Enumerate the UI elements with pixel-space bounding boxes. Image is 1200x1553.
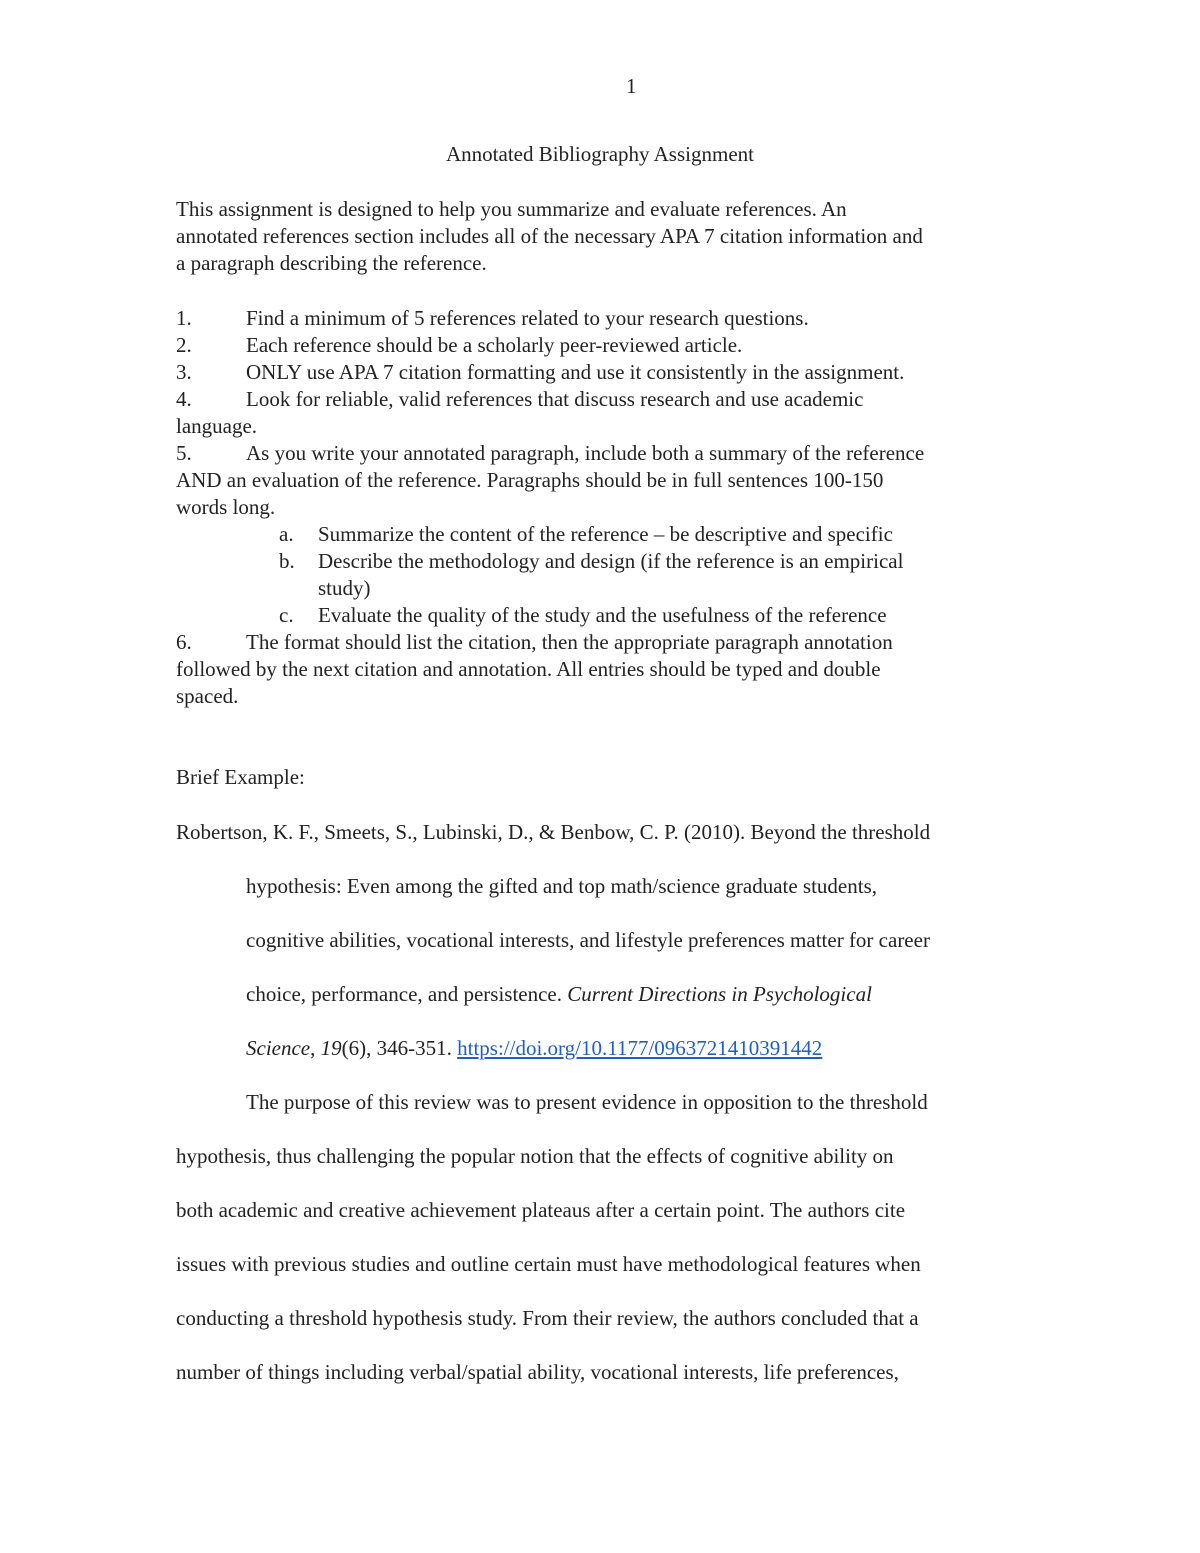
annotation-line: number of things including verbal/spatial ability, vocational interests, life preferences,: [176, 1360, 899, 1384]
sub-list-item: [176, 548, 1036, 575]
citation-line: [176, 1021, 1036, 1075]
list-text: The format should list the citation, then the appropriate paragraph annotation: [246, 630, 893, 654]
list-item-continuation: language.: [176, 414, 258, 438]
list-item: [176, 305, 1036, 332]
intro-line: This assignment is designed to help you summarize and evaluate references. An: [176, 197, 847, 221]
journal-title: Current Directions in Psychological: [567, 982, 872, 1006]
list-item: [176, 359, 1036, 386]
instruction-list: [176, 305, 1036, 710]
annotation-line: conducting a threshold hypothesis study. From their review, the authors concluded that a: [176, 1306, 919, 1330]
list-item-continuation: spaced.: [176, 684, 239, 708]
list-item-continuation: followed by the next citation and annotation. All entries should be typed and double: [176, 657, 881, 681]
journal-volume: 19: [320, 1036, 342, 1060]
list-item: [176, 332, 1036, 359]
list-item-continuation: AND an evaluation of the reference. Paragraphs should be in full sentences 100-150: [176, 468, 884, 492]
annotation-line: both academic and creative achievement plateaus after a certain point. The authors cite: [176, 1198, 906, 1222]
intro-paragraph: [176, 196, 1036, 277]
list-text: Find a minimum of 5 references related to your research questions.: [246, 306, 809, 330]
sub-list-continuation: study): [318, 576, 371, 600]
list-number: 6.: [176, 630, 192, 654]
annotation-paragraph: [176, 1075, 1036, 1399]
citation-line: cognitive abilities, vocational interests, and lifestyle preferences matter for career: [246, 928, 930, 952]
list-number: 2.: [176, 333, 192, 357]
list-item: [176, 440, 1036, 467]
citation-line: [176, 967, 1036, 1021]
sub-list-letter: c.: [279, 603, 294, 627]
annotation-line: hypothesis, thus challenging the popular notion that the effects of cognitive ability on: [176, 1144, 894, 1168]
citation-text: choice, performance, and persistence.: [246, 982, 568, 1006]
citation-line: Robertson, K. F., Smeets, S., Lubinski, D., & Benbow, C. P. (2010). Beyond the threshold: [176, 820, 931, 844]
list-number: 4.: [176, 387, 192, 411]
example-heading: Brief Example:: [176, 765, 305, 789]
list-item: [176, 386, 1036, 413]
list-item-continuation: words long.: [176, 495, 276, 519]
sub-list-letter: a.: [279, 522, 294, 546]
list-number: 1.: [176, 306, 192, 330]
citation-pages: (6), 346-351.: [341, 1036, 458, 1060]
list-text: ONLY use APA 7 citation formatting and use it consistently in the assignment.: [246, 360, 905, 384]
sub-list-item: [176, 602, 1036, 629]
citation-line: hypothesis: Even among the gifted and top math/science graduate students,: [246, 874, 878, 898]
annotation-line: issues with previous studies and outline certain must have methodological features when: [176, 1252, 921, 1276]
intro-line: a paragraph describing the reference.: [176, 251, 487, 275]
journal-title: Science: [246, 1036, 311, 1060]
sub-list-text: Summarize the content of the reference – be descriptive and specific: [318, 522, 893, 546]
list-text: As you write your annotated paragraph, include both a summary of the reference: [246, 441, 925, 465]
sub-list-text: Evaluate the quality of the study and the usefulness of the reference: [318, 603, 887, 627]
list-number: 5.: [176, 441, 192, 465]
doi-link[interactable]: https://doi.org/10.1177/0963721410391442: [457, 1036, 823, 1060]
list-text: Each reference should be a scholarly peer-reviewed article.: [246, 333, 743, 357]
annotation-line: The purpose of this review was to present evidence in opposition to the threshold: [246, 1090, 928, 1114]
sub-list-item: [176, 521, 1036, 548]
citation-separator: ,: [310, 1036, 321, 1060]
citation-entry: [176, 805, 1036, 1075]
document-title: Annotated Bibliography Assignment: [446, 142, 754, 166]
sub-list-text: Describe the methodology and design (if the reference is an empirical: [318, 549, 904, 573]
list-text: Look for reliable, valid references that discuss research and use academic: [246, 387, 864, 411]
list-item: [176, 629, 1036, 656]
list-number: 3.: [176, 360, 192, 384]
intro-line: annotated references section includes all of the necessary APA 7 citation information and: [176, 224, 923, 248]
sub-list-letter: b.: [279, 549, 295, 573]
page-number: 1: [626, 74, 637, 98]
